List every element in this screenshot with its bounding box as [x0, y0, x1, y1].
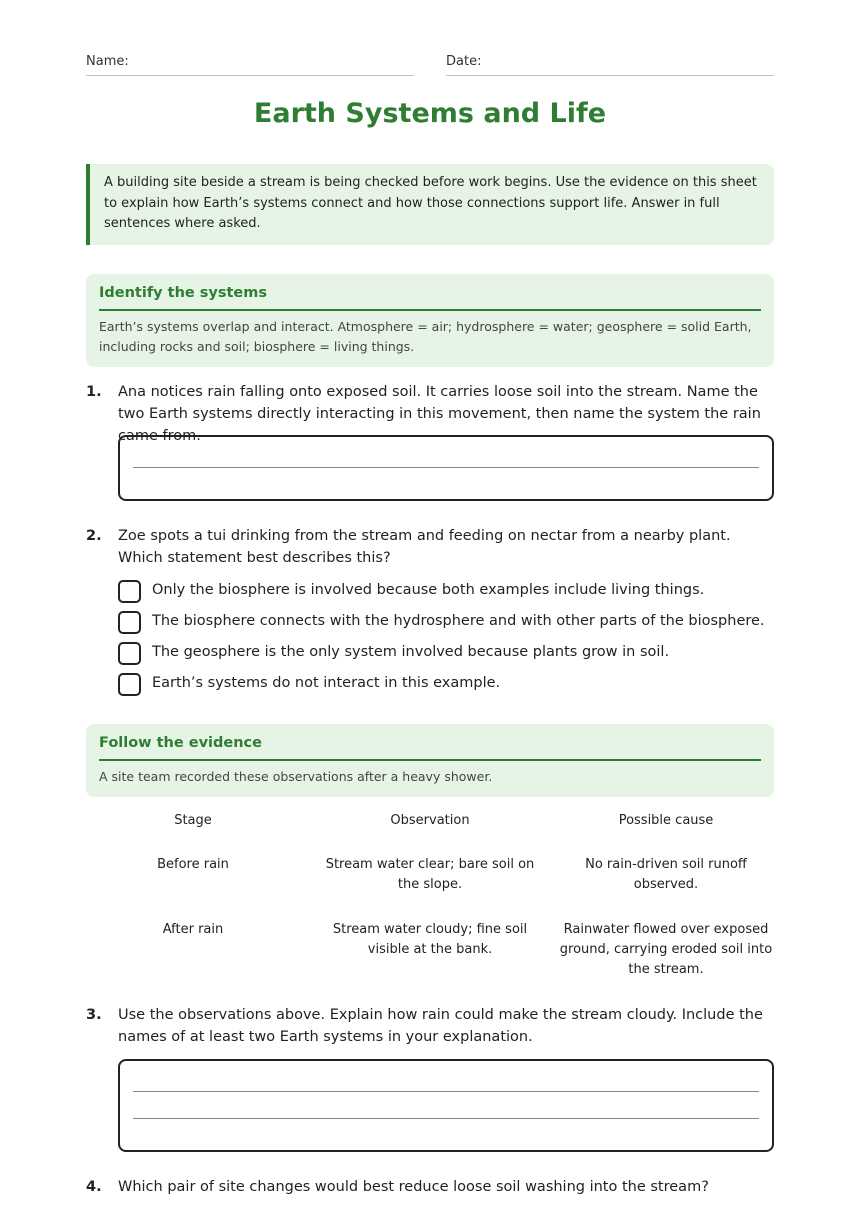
answer-box-3[interactable]	[118, 1059, 774, 1152]
question-4	[86, 1176, 774, 1198]
question-text: Which pair of site changes would best reduce loose soil washing into the stream?	[118, 1179, 709, 1195]
answer-line	[133, 1091, 759, 1092]
section-identify-systems	[86, 274, 774, 367]
section-description: Earth’s systems overlap and interact. Atmosphere = air; hydrosphere = water; geosphere = solid Earth, including rocks and soil; biosphere = living things.	[99, 319, 752, 354]
table-header-cause: Possible cause	[618, 813, 714, 828]
question-1	[86, 381, 774, 444]
answer-line	[133, 467, 759, 468]
table-cell: After rain	[162, 922, 224, 937]
answer-line	[133, 1118, 759, 1119]
option-label: The biosphere connects with the hydrosphere and with other parts of the biosphere.	[152, 613, 765, 629]
table-cell: Before rain	[157, 857, 229, 872]
checkbox[interactable]	[118, 642, 141, 665]
table-cell: Stream water clear; bare soil on the slope.	[325, 857, 535, 892]
question-text: Use the observations above. Explain how rain could make the stream cloudy. Include the names of at least two Earth systems in your explanation.	[118, 1007, 763, 1045]
date-label: Date:	[446, 54, 482, 69]
option-label: Earth’s systems do not interact in this example.	[152, 675, 501, 691]
question-text: Zoe spots a tui drinking from the stream and feeding on nectar from a nearby plant. Which statement best describes this?	[118, 528, 731, 566]
date-field[interactable]	[446, 54, 774, 76]
table-header-stage: Stage	[174, 813, 212, 828]
question-number: 1.	[86, 384, 102, 400]
question-number: 3.	[86, 1007, 102, 1023]
checkbox[interactable]	[118, 611, 141, 634]
name-label: Name:	[86, 54, 129, 69]
option-label: Only the biosphere is involved because both examples include living things.	[152, 582, 705, 598]
table-cell: Stream water cloudy; fine soil visible at the bank.	[332, 922, 528, 957]
answer-box-1[interactable]	[118, 435, 774, 501]
question-3	[86, 1004, 774, 1048]
question-text: Ana notices rain falling onto exposed soil. It carries loose soil into the stream. Name the two Earth systems directly interacting in this movement, then name the system the rain came from.	[118, 384, 761, 444]
question-number: 4.	[86, 1179, 102, 1195]
table-header-observation: Observation	[390, 813, 470, 828]
table-cell: Rainwater flowed over exposed ground, carrying eroded soil into the stream.	[559, 922, 773, 977]
header-fields	[86, 54, 774, 76]
checkbox[interactable]	[118, 673, 141, 696]
table-cell: No rain-driven soil runoff observed.	[585, 857, 747, 892]
checkbox[interactable]	[118, 580, 141, 603]
page-title: Earth Systems and Life	[253, 98, 607, 129]
section-title: Follow the evidence	[99, 735, 761, 761]
question-number: 2.	[86, 528, 102, 544]
section-description: A site team recorded these observations after a heavy shower.	[99, 769, 493, 784]
section-title: Identify the systems	[99, 285, 761, 311]
section-follow-evidence	[86, 724, 774, 797]
intro-panel: A building site beside a stream is being checked before work begins. Use the evidence on this sheet to explain how Earth’s systems connect and how those connections support life. Answer in full sentences where asked.	[86, 164, 774, 245]
option-label: The geosphere is the only system involved because plants grow in soil.	[152, 644, 670, 660]
question-2	[86, 525, 774, 569]
name-field[interactable]	[86, 54, 414, 76]
